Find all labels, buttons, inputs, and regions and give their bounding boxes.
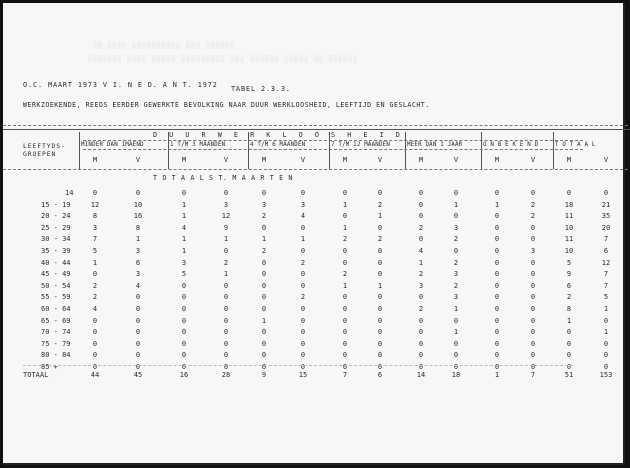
row-header-label: LEEFTYDS- GROEPEN <box>23 142 66 158</box>
table-cell: 1 <box>453 200 459 209</box>
table-cell: 0 <box>181 281 187 290</box>
age-group-label: 65 - 69 <box>41 316 71 325</box>
table-cell: 0 <box>261 270 267 279</box>
table-cell: 0 <box>453 339 459 348</box>
sex-header: M <box>418 156 424 164</box>
sex-header: V <box>530 156 536 164</box>
table-cell: 7 <box>603 270 609 279</box>
table-cell: 0 <box>261 351 267 360</box>
table-cell: 1 <box>181 212 187 221</box>
table-cell: 0 <box>135 189 141 197</box>
table-cell: 0 <box>300 223 306 232</box>
table-cell: 0 <box>342 258 348 267</box>
table-number: TABEL 2.3.3. <box>231 85 291 93</box>
total-label: TOTAAL <box>23 371 49 379</box>
table-cell: 0 <box>377 328 383 337</box>
table-cell: 2 <box>418 270 424 279</box>
table-cell: 1 <box>223 235 229 244</box>
table-cell: 0 <box>135 305 141 313</box>
table-cell: 7 <box>603 235 609 244</box>
table-cell: 1 <box>342 223 348 232</box>
table-cell: 35 <box>601 212 611 221</box>
table-cell: 0 <box>181 189 187 197</box>
table-cell: 0 <box>261 258 267 267</box>
table-cell: 0 <box>342 339 348 348</box>
table-cell: 0 <box>530 223 536 232</box>
table-cell: 0 <box>261 223 267 232</box>
spanner-rule <box>83 140 583 141</box>
table-cell: 0 <box>261 363 267 371</box>
table-cell: 10 <box>133 200 143 209</box>
table-cell: 4 <box>135 281 141 290</box>
table-cell: 3 <box>453 223 459 232</box>
table-cell: 0 <box>92 351 98 360</box>
age-group-label: 60 - 64 <box>41 305 71 313</box>
table-cell: 0 <box>300 247 306 255</box>
table-cell: 0 <box>261 189 267 197</box>
age-group-label: 35 - 39 <box>41 247 71 255</box>
table-cell: 10 <box>564 223 574 232</box>
age-group-label: 45 - 49 <box>41 270 71 279</box>
table-cell: 0 <box>494 223 500 232</box>
total-cell: 16 <box>179 371 189 379</box>
table-cell: 11 <box>564 235 574 244</box>
table-cell: 1 <box>453 328 459 337</box>
duration-group-header: O N B E K E N D <box>483 142 539 148</box>
group-rule <box>83 149 583 150</box>
table-cell: 0 <box>223 328 229 337</box>
age-group-label: 40 - 44 <box>41 258 71 267</box>
table-cell: 0 <box>377 189 383 197</box>
table-cell: 1 <box>92 258 98 267</box>
table-cell: 0 <box>135 293 141 302</box>
table-cell: 3 <box>135 270 141 279</box>
table-cell: 0 <box>92 363 98 371</box>
table-cell: 2 <box>566 293 572 302</box>
table-cell: 0 <box>453 189 459 197</box>
total-cell: 153 <box>599 371 613 379</box>
table-cell: 1 <box>453 305 459 313</box>
table-cell: 1 <box>261 316 267 325</box>
total-cell: 28 <box>221 371 231 379</box>
table-cell: 0 <box>530 270 536 279</box>
table-cell: 8 <box>92 212 98 221</box>
table-cell: 0 <box>135 339 141 348</box>
age-group-label: 50 - 54 <box>41 281 71 290</box>
table-cell: 0 <box>300 305 306 313</box>
table-cell: 2 <box>342 270 348 279</box>
table-cell: 0 <box>418 235 424 244</box>
table-cell: 0 <box>342 212 348 221</box>
table-cell: 0 <box>530 363 536 371</box>
total-cell: 7 <box>342 371 348 379</box>
table-cell: 7 <box>603 281 609 290</box>
table-cell: 0 <box>603 339 609 348</box>
table-cell: 0 <box>377 293 383 302</box>
sex-header: M <box>566 156 572 164</box>
table-cell: 0 <box>377 363 383 371</box>
table-cell: 1 <box>181 247 187 255</box>
table-cell: 2 <box>453 235 459 244</box>
scanned-page <box>3 3 625 465</box>
sex-header: V <box>223 156 229 164</box>
table-cell: 0 <box>453 363 459 371</box>
table-cell: 1 <box>181 200 187 209</box>
total-rule <box>23 365 573 366</box>
table-cell: 0 <box>261 328 267 337</box>
table-cell: 1 <box>135 235 141 244</box>
table-cell: 21 <box>601 200 611 209</box>
bleed-through-line: ░░░░░░░ ░░░░ ░░░░░ ░░░░░░░░░ ░░░ ░░░░░░ ░░░░░ ░░ ░░░░░░ <box>88 55 359 63</box>
table-cell: 3 <box>418 281 424 290</box>
table-cell: 8 <box>135 223 141 232</box>
table-cell: 0 <box>135 328 141 337</box>
table-cell: 1 <box>566 316 572 325</box>
table-cell: 0 <box>494 363 500 371</box>
table-cell: 3 <box>453 270 459 279</box>
table-cell: 6 <box>603 247 609 255</box>
table-cell: 0 <box>223 281 229 290</box>
age-group-label: 15 - 19 <box>41 200 71 209</box>
age-group-label: 55 - 59 <box>41 293 71 302</box>
table-cell: 3 <box>181 258 187 267</box>
top-dashed-rule <box>3 125 630 126</box>
table-cell: 0 <box>530 328 536 337</box>
table-cell: 0 <box>494 235 500 244</box>
table-cell: 8 <box>566 305 572 313</box>
table-cell: 0 <box>530 281 536 290</box>
table-cell: 0 <box>92 339 98 348</box>
column-divider <box>248 132 249 169</box>
table-cell: 0 <box>135 351 141 360</box>
table-cell: 2 <box>92 293 98 302</box>
table-cell: 0 <box>418 200 424 209</box>
table-cell: 0 <box>342 351 348 360</box>
table-cell: 3 <box>453 293 459 302</box>
table-cell: 0 <box>494 212 500 221</box>
table-cell: 10 <box>564 247 574 255</box>
table-cell: 0 <box>223 351 229 360</box>
table-cell: 0 <box>181 363 187 371</box>
table-cell: 0 <box>300 270 306 279</box>
table-cell: 0 <box>300 316 306 325</box>
table-cell: 0 <box>603 351 609 360</box>
total-cell: 14 <box>416 371 426 379</box>
table-cell: 0 <box>92 316 98 325</box>
table-cell: 0 <box>261 305 267 313</box>
table-cell: 2 <box>342 235 348 244</box>
table-cell: 0 <box>418 363 424 371</box>
total-cell: 7 <box>530 371 536 379</box>
table-cell: 0 <box>342 293 348 302</box>
table-cell: 12 <box>221 212 231 221</box>
table-cell: 0 <box>92 270 98 279</box>
spanner-heading: D U U R W E R K L O O S H E I D <box>153 131 404 139</box>
table-cell: 0 <box>494 258 500 267</box>
sex-header: M <box>494 156 500 164</box>
table-cell: 1 <box>223 270 229 279</box>
age-group-label: 75 - 79 <box>41 339 71 348</box>
table-cell: 16 <box>133 212 143 221</box>
table-cell: 0 <box>135 316 141 325</box>
table-cell: 0 <box>342 328 348 337</box>
table-cell: 6 <box>135 258 141 267</box>
column-divider <box>79 132 80 169</box>
sex-header: V <box>453 156 459 164</box>
table-cell: 0 <box>453 212 459 221</box>
table-cell: 7 <box>92 235 98 244</box>
table-cell: 0 <box>377 339 383 348</box>
table-cell: 0 <box>603 316 609 325</box>
duration-group-header: MEER DAN 1 JAAR <box>407 142 463 148</box>
table-cell: 0 <box>566 351 572 360</box>
table-cell: 0 <box>92 189 98 197</box>
table-cell: 3 <box>223 200 229 209</box>
table-cell: 0 <box>418 212 424 221</box>
table-cell: 1 <box>342 281 348 290</box>
table-cell: 5 <box>92 247 98 255</box>
table-cell: 2 <box>377 200 383 209</box>
total-cell: 18 <box>451 371 461 379</box>
table-cell: 4 <box>418 247 424 255</box>
total-cell: 44 <box>90 371 100 379</box>
table-cell: 0 <box>418 328 424 337</box>
table-cell: 1 <box>377 212 383 221</box>
table-cell: 0 <box>418 339 424 348</box>
table-cell: 0 <box>530 316 536 325</box>
duration-group-header: 7 T/M 12 MAANDEN <box>331 142 391 148</box>
table-cell: 0 <box>418 189 424 197</box>
table-cell: 3 <box>135 247 141 255</box>
top-rule <box>3 129 630 130</box>
table-cell: 0 <box>300 281 306 290</box>
table-cell: 0 <box>418 351 424 360</box>
table-cell: 1 <box>342 200 348 209</box>
table-cell: 4 <box>92 305 98 313</box>
duration-group-header: 4 T/M 6 MAANDEN <box>250 142 306 148</box>
table-cell: 0 <box>418 316 424 325</box>
table-cell: 0 <box>494 247 500 255</box>
table-cell: 2 <box>261 212 267 221</box>
sex-header: V <box>300 156 306 164</box>
table-cell: 2 <box>300 258 306 267</box>
table-cell: 2 <box>530 212 536 221</box>
table-cell: 0 <box>342 363 348 371</box>
table-cell: 2 <box>300 293 306 302</box>
table-cell: 0 <box>223 316 229 325</box>
table-cell: 2 <box>92 281 98 290</box>
table-cell: 4 <box>300 212 306 221</box>
table-cell: 1 <box>603 305 609 313</box>
table-cell: 0 <box>377 258 383 267</box>
table-cell: 2 <box>377 235 383 244</box>
column-divider <box>481 132 482 169</box>
table-cell: 0 <box>377 270 383 279</box>
table-cell: 0 <box>418 293 424 302</box>
age-group-label: 25 - 29 <box>41 223 71 232</box>
table-cell: 0 <box>181 351 187 360</box>
sex-header: V <box>377 156 383 164</box>
table-cell: 0 <box>181 316 187 325</box>
date-line: O.C. MAART 1973 V I. N E D. A N T. 1972 <box>23 81 218 89</box>
table-cell: 0 <box>494 305 500 313</box>
table-cell: 0 <box>494 189 500 197</box>
table-cell: 0 <box>377 316 383 325</box>
row-header <box>23 142 66 158</box>
table-cell: 0 <box>300 328 306 337</box>
table-subtitle: WERKZOEKENDE, REEDS EERDER GEWERKTE BEVOLKING NAAR DUUR WERKLOOSHEID, LEEFTIJD EN GESLACHT. <box>23 101 430 109</box>
table-cell: 1 <box>494 200 500 209</box>
table-cell: 0 <box>494 270 500 279</box>
table-cell: 0 <box>566 363 572 371</box>
table-cell: 9 <box>566 270 572 279</box>
table-cell: 0 <box>566 189 572 197</box>
sex-header: M <box>92 156 98 164</box>
table-cell: 0 <box>530 305 536 313</box>
table-cell: 0 <box>261 281 267 290</box>
table-cell: 0 <box>300 339 306 348</box>
duration-group-header: MINDER DAN 1MAEND <box>81 142 144 148</box>
table-cell: 12 <box>90 200 100 209</box>
table-cell: 0 <box>377 305 383 313</box>
table-cell: 2 <box>418 223 424 232</box>
table-cell: 5 <box>603 293 609 302</box>
table-cell: 0 <box>300 351 306 360</box>
table-cell: 2 <box>261 247 267 255</box>
table-cell: 4 <box>181 223 187 232</box>
table-cell: 2 <box>223 258 229 267</box>
table-cell: 0 <box>261 339 267 348</box>
duration-group-header: 1 T/M 3 MAANDEN <box>170 142 226 148</box>
table-cell: 0 <box>453 351 459 360</box>
table-cell: 1 <box>603 328 609 337</box>
column-divider <box>329 132 330 169</box>
age-group-label: 70 - 74 <box>41 328 71 337</box>
table-cell: 0 <box>300 363 306 371</box>
table-cell: 0 <box>342 189 348 197</box>
table-cell: 0 <box>261 293 267 302</box>
table-cell: 0 <box>181 328 187 337</box>
age-group-label: 14 <box>65 189 74 197</box>
table-cell: 20 <box>601 223 611 232</box>
duration-group-header: T O T A A L <box>555 142 596 148</box>
table-cell: 0 <box>377 223 383 232</box>
age-group-label: 85 + <box>41 363 58 371</box>
table-cell: 12 <box>601 258 611 267</box>
table-cell: 0 <box>181 293 187 302</box>
total-cell: 6 <box>377 371 383 379</box>
table-cell: 0 <box>453 316 459 325</box>
table-cell: 2 <box>530 200 536 209</box>
table-cell: 1 <box>261 235 267 244</box>
age-group-label: 80 - 84 <box>41 351 71 360</box>
table-cell: 5 <box>181 270 187 279</box>
sex-header: M <box>261 156 267 164</box>
table-cell: 5 <box>566 258 572 267</box>
table-cell: 2 <box>418 305 424 313</box>
bleed-through-line: ░░ ░░░░ ░░░░░░░░░░ ░░░ ░░░░░░ <box>93 41 236 49</box>
table-cell: 0 <box>530 235 536 244</box>
table-cell: 0 <box>223 363 229 371</box>
age-group-label: 20 - 24 <box>41 212 71 221</box>
table-cell: 0 <box>603 363 609 371</box>
table-cell: 0 <box>494 293 500 302</box>
total-cell: 51 <box>564 371 574 379</box>
sex-header: V <box>135 156 141 164</box>
table-cell: 0 <box>566 339 572 348</box>
column-divider <box>168 132 169 169</box>
table-cell: 0 <box>494 316 500 325</box>
table-cell: 0 <box>223 339 229 348</box>
column-divider <box>553 132 554 169</box>
table-cell: 0 <box>223 247 229 255</box>
table-cell: 0 <box>603 189 609 197</box>
table-cell: 0 <box>92 328 98 337</box>
table-cell: 1 <box>181 235 187 244</box>
table-cell: 0 <box>453 247 459 255</box>
sex-header: M <box>181 156 187 164</box>
table-cell: 1 <box>300 235 306 244</box>
table-cell: 0 <box>530 293 536 302</box>
table-cell: 0 <box>494 339 500 348</box>
table-cell: 0 <box>223 305 229 313</box>
table-cell: 3 <box>92 223 98 232</box>
table-cell: 0 <box>377 247 383 255</box>
total-cell: 1 <box>494 371 500 379</box>
table-cell: 0 <box>135 363 141 371</box>
table-cell: 3 <box>530 247 536 255</box>
table-cell: 0 <box>530 258 536 267</box>
table-cell: 0 <box>342 247 348 255</box>
age-group-label: 30 - 34 <box>41 235 71 244</box>
total-cell: 15 <box>298 371 308 379</box>
table-cell: 2 <box>453 258 459 267</box>
table-cell: 0 <box>494 328 500 337</box>
section-heading: T O T A A L S T. M A A R T E N <box>153 174 294 182</box>
table-cell: 0 <box>530 189 536 197</box>
table-cell: 0 <box>223 293 229 302</box>
table-cell: 1 <box>418 258 424 267</box>
mv-rule <box>3 169 630 170</box>
column-divider <box>405 132 406 169</box>
table-cell: 3 <box>261 200 267 209</box>
table-cell: 11 <box>564 212 574 221</box>
table-cell: 3 <box>300 200 306 209</box>
total-cell: 9 <box>261 371 267 379</box>
sex-header: V <box>603 156 609 164</box>
table-cell: 0 <box>566 328 572 337</box>
table-cell: 0 <box>494 281 500 290</box>
sex-header: M <box>342 156 348 164</box>
table-cell: 0 <box>530 339 536 348</box>
table-cell: 0 <box>181 305 187 313</box>
table-cell: 1 <box>377 281 383 290</box>
table-cell: 0 <box>223 189 229 197</box>
table-cell: 0 <box>494 351 500 360</box>
table-cell: 0 <box>377 351 383 360</box>
table-cell: 0 <box>530 351 536 360</box>
table-cell: 18 <box>564 200 574 209</box>
total-cell: 45 <box>133 371 143 379</box>
table-cell: 2 <box>453 281 459 290</box>
table-cell: 0 <box>181 339 187 348</box>
table-cell: 0 <box>300 189 306 197</box>
table-cell: 6 <box>566 281 572 290</box>
table-cell: 0 <box>342 316 348 325</box>
table-cell: 9 <box>223 223 229 232</box>
table-cell: 0 <box>342 305 348 313</box>
